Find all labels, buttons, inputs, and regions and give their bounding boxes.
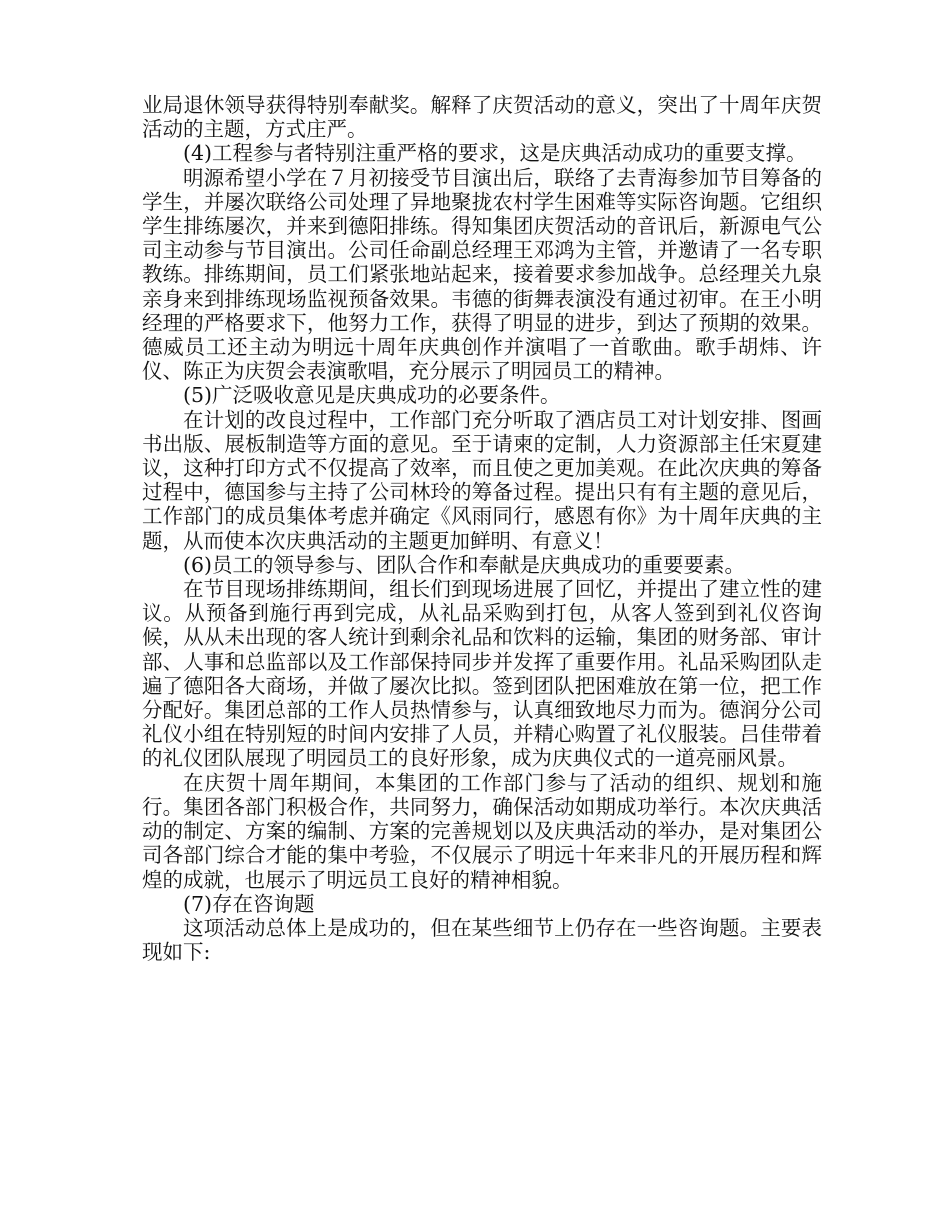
paragraph-anniversary-summary: 在庆贺十周年期间，本集团的工作部门参与了活动的组织、规划和施行。集团各部门积极合作，共同努力，确保活动如期成功举行。本次庆典活动的制定、方案的编制、方案的完善规划以及庆典活动的举办，是对集团公司各部门综合才能的集中考验，不仅展示了明远十年来非凡的开展历程和辉煌的成就，也展示了明远员工良好的精神相貌。 [142, 770, 822, 892]
paragraph-school-rehearsal: 明源希望小学在７月初接受节目演出后，联络了去青海参加节目筹备的学生，并屡次联络公司处理了异地聚拢农村学生困难等实际咨询题。它组织学生排练屡次，并来到德阳排练。得知集团庆贺活动的音讯后，新源电气公司主动参与节目演出。公司任命副总经理王邓鸿为主管，并邀请了一名专职教练。排练期间，员工们紧张地站起来，接着要求参加战争。总经理关九泉亲身来到排练现场监视预备效果。韦德的街舞表演没有通过初审。在王小明经理的严格要求下，他努力工作，获得了明显的进步，到达了预期的效果。德威员工还主动为明远十周年庆典创作并演唱了一首歌曲。歌手胡炜、许仪、陈正为庆贺会表演歌唱，充分展示了明园员工的精神。 [142, 165, 822, 384]
document-body [142, 93, 822, 964]
section-heading-6: (6)员工的领导参与、团队合作和奉献是庆典成功的重要要素。 [183, 552, 746, 577]
paragraph-teamwork: 在节目现场排练期间，组长们到现场进展了回忆，并提出了建立性的建议。从预备到施行再到完成，从礼品采购到打包，从客人签到到礼仪咨询候，从从未出现的客人统计到剩余礼品和饮料的运输，集团的财务部、审计部、人事和总监部以及工作部保持同步并发挥了重要作用。礼品采购团队走遍了德阳各大商场，并做了屡次比拟。签到团队把困难放在第一位，把工作分配好。集团总部的工作人员热情参与，认真细致地尽力而为。德润分公司礼仪小组在特别短的时间内安排了人员，并精心购置了礼仪服装。吕佳带着的礼仪团队展现了明园员工的良好形象，成为庆典仪式的一道亮丽风景。 [142, 577, 822, 771]
section-heading-4: (4)工程参与者特别注重严格的要求，这是庆典活动成功的重要支撑。 [183, 141, 807, 166]
section-heading-5: (5)广泛吸收意见是庆典成功的必要条件。 [183, 383, 561, 408]
paragraph-opinions: 在计划的改良过程中，工作部门充分听取了酒店员工对计划安排、图画书出版、展板制造等方面的意见。至于请柬的定制，人力资源部主任宋夏建议，这种打印方式不仅提高了效率，而且使之更加美观。在此次庆典的筹备过程中，德国参与主持了公司林玲的筹备过程。提出只有有主题的意见后，工作部门的成员集体考虑并确定《风雨同行，感恩有你》为十周年庆典的主题，从而使本次庆典活动的主题更加鲜明、有意义！ [142, 407, 822, 553]
section-heading-7: (7)存在咨询题 [183, 891, 315, 916]
paragraph-problems-intro: 这项活动总体上是成功的，但在某些细节上仍存在一些咨询题。主要表现如下: [142, 915, 822, 965]
paragraph-continuation: 业局退休领导获得特别奉献奖。解释了庆贺活动的意义，突出了十周年庆贺活动的主题，方式庄严。 [142, 93, 822, 142]
